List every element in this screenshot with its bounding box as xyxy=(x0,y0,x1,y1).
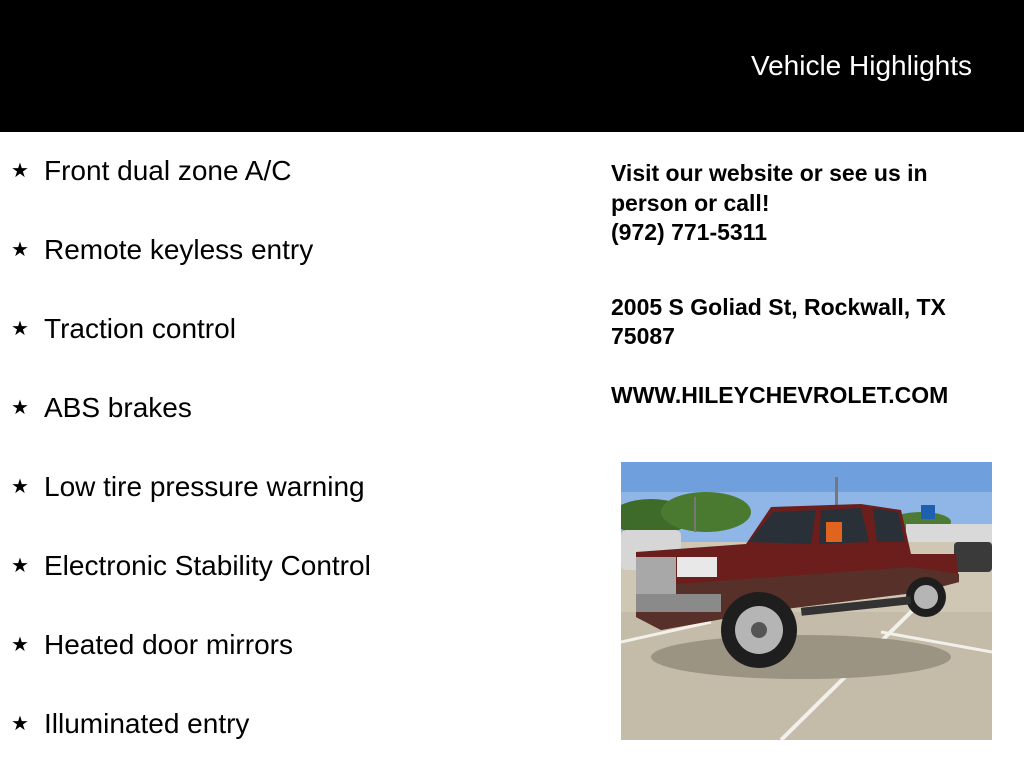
star-bullet-icon: ★ xyxy=(11,160,29,182)
star-bullet-icon: ★ xyxy=(11,713,29,735)
feature-item xyxy=(10,468,570,547)
phone-number[interactable]: (972) 771-5311 xyxy=(611,219,768,245)
feature-item xyxy=(10,152,570,231)
star-bullet-icon: ★ xyxy=(11,634,29,656)
star-bullet-icon: ★ xyxy=(11,476,29,498)
feature-item xyxy=(10,310,570,389)
spacer xyxy=(611,352,1001,381)
contact-intro: Visit our website or see us in person or call! xyxy=(611,160,928,216)
feature-label: Traction control xyxy=(44,313,236,344)
feature-label: ABS brakes xyxy=(44,392,192,423)
star-bullet-icon: ★ xyxy=(11,239,29,261)
dealer-address: 2005 S Goliad St, Rockwall, TX 75087 xyxy=(611,293,946,349)
star-bullet-icon: ★ xyxy=(11,318,29,340)
feature-item xyxy=(10,231,570,310)
feature-label: Heated door mirrors xyxy=(44,629,293,660)
header-bar xyxy=(0,0,1024,132)
website-link[interactable]: WWW.HILEYCHEVROLET.COM xyxy=(611,381,949,408)
vehicle-photo xyxy=(621,462,992,740)
spacer xyxy=(611,248,1001,293)
feature-label: Front dual zone A/C xyxy=(44,155,292,186)
truck-image xyxy=(621,462,992,740)
feature-label: Illuminated entry xyxy=(44,708,250,739)
feature-label: Remote keyless entry xyxy=(44,234,314,265)
feature-item xyxy=(10,626,570,705)
star-bullet-icon: ★ xyxy=(11,397,29,419)
feature-item xyxy=(10,389,570,468)
page-title: Vehicle Highlights xyxy=(750,50,972,81)
feature-label: Low tire pressure warning xyxy=(44,471,365,502)
feature-list xyxy=(10,152,570,768)
feature-label: Electronic Stability Control xyxy=(44,550,371,581)
contact-block xyxy=(611,159,1001,410)
star-bullet-icon: ★ xyxy=(11,555,29,577)
feature-item xyxy=(10,547,570,626)
feature-item xyxy=(10,705,570,768)
